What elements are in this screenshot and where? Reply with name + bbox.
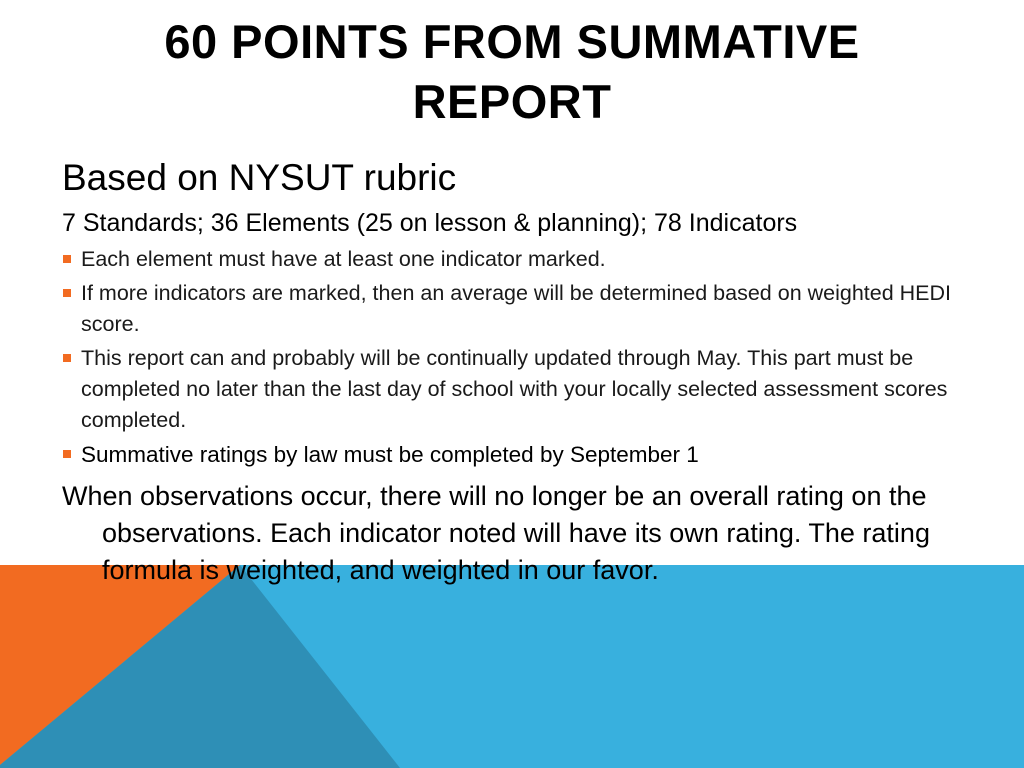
- bullet-text: Summative ratings by law must be completed by September 1: [81, 442, 699, 467]
- observations-paragraph: When observations occur, there will no longer be an overall rating on the observations. Each indicator noted will have its own rating. The rating formula is weighted, and weighted in our favor.: [62, 481, 930, 585]
- subtitle: Based on NYSUT rubric: [62, 157, 457, 198]
- bullet-text: This report can and probably will be continually updated through May. This part must be completed no later than the last day of school with your locally selected assessment scores completed.: [81, 346, 948, 432]
- square-bullet-icon: [63, 354, 71, 362]
- bullet-item: [62, 278, 972, 340]
- square-bullet-icon: [63, 255, 71, 263]
- square-bullet-icon: [63, 450, 71, 458]
- bullet-text: If more indicators are marked, then an average will be determined based on weighted HEDI score.: [81, 281, 952, 336]
- bullet-list: [62, 244, 972, 470]
- slide-title: 60 POINTS FROM SUMMATIVE REPORT: [164, 15, 860, 128]
- slide-body: [62, 152, 972, 589]
- bullet-item: [62, 343, 972, 436]
- bullet-item: [62, 244, 972, 275]
- square-bullet-icon: [63, 289, 71, 297]
- standards-line: 7 Standards; 36 Elements (25 on lesson & planning); 78 Indicators: [62, 209, 798, 237]
- bullet-text: Each element must have at least one indicator marked.: [81, 247, 606, 271]
- bullet-item: [62, 439, 972, 470]
